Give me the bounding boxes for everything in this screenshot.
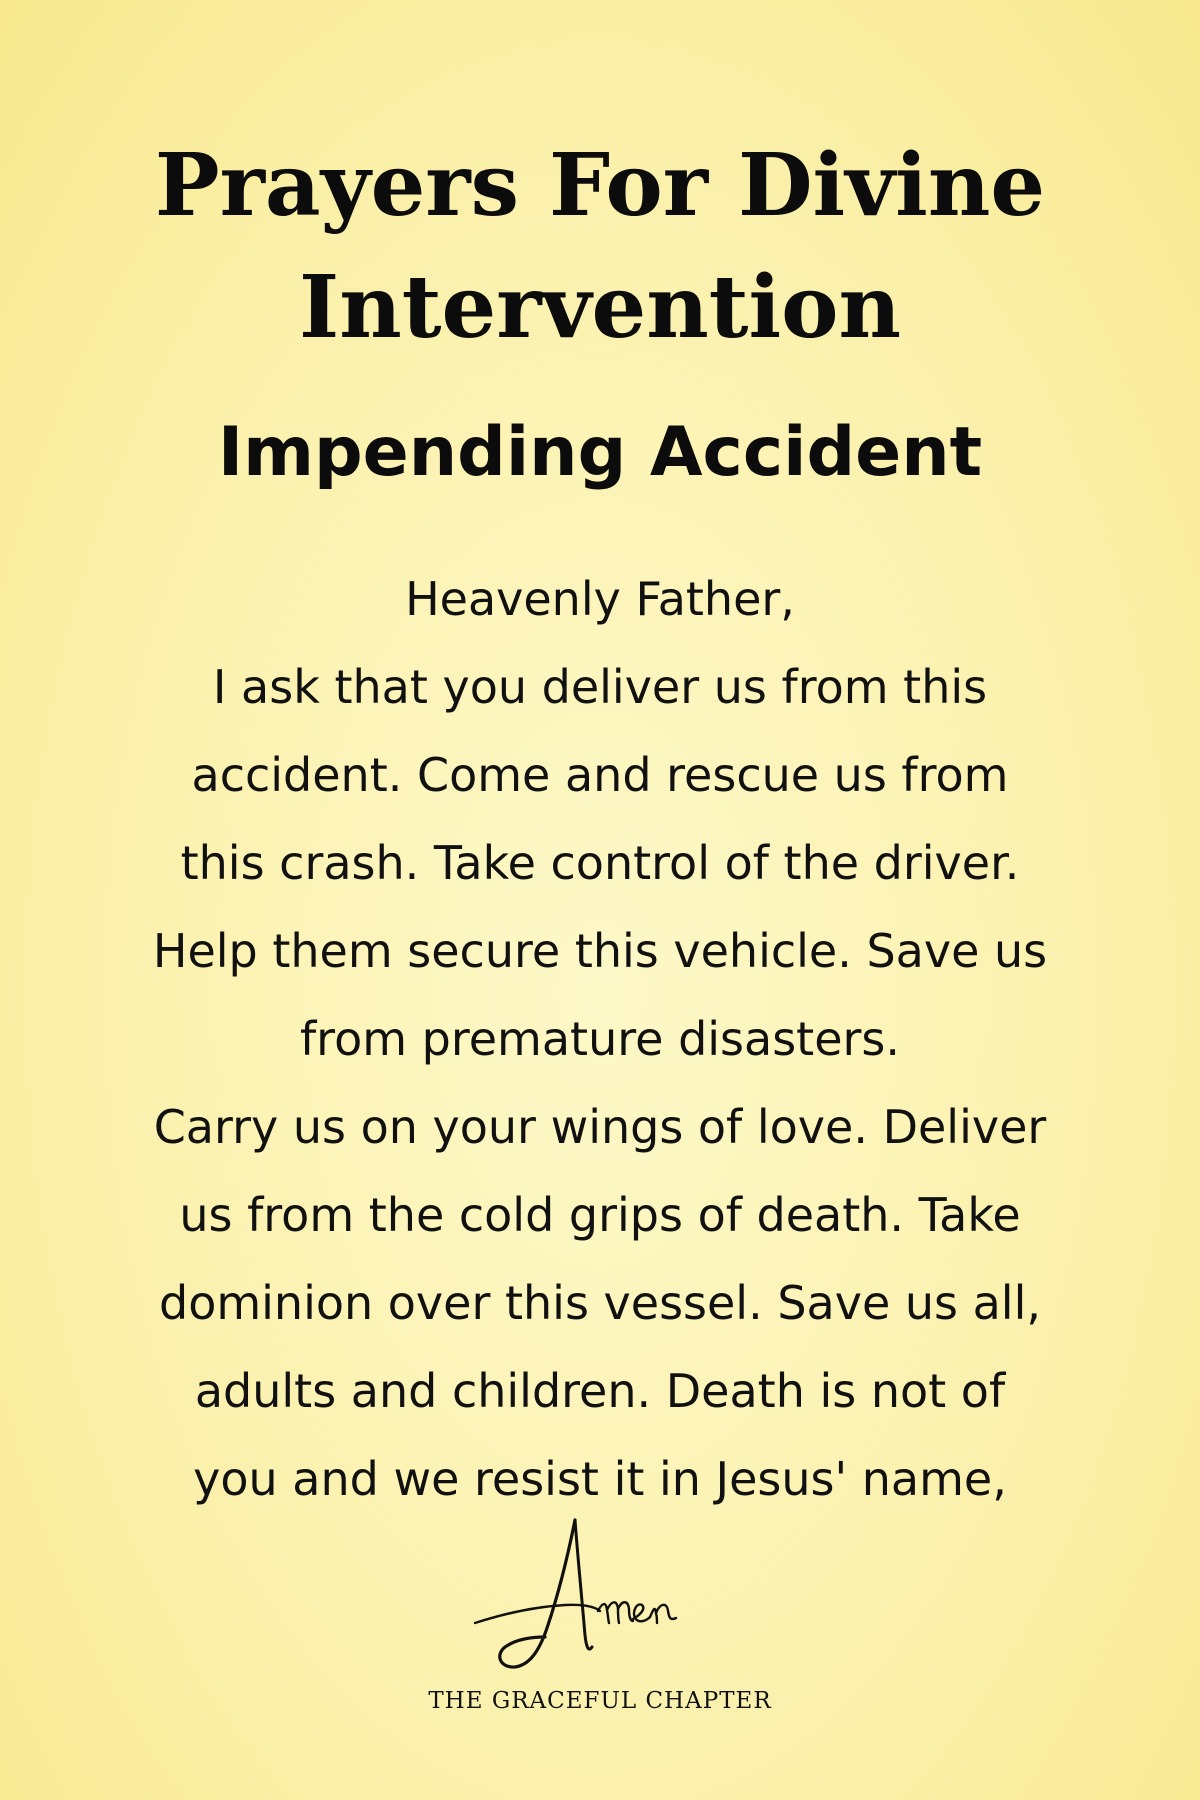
title-line-2: Intervention — [299, 257, 901, 358]
page-subtitle: Impending Accident — [217, 413, 983, 492]
page-title — [0, 125, 1200, 369]
prayer-text — [60, 555, 1140, 1523]
prayer-line: us from the cold grips of death. Take — [179, 1188, 1021, 1242]
prayer-line: you and we resist it in Jesus' name, — [193, 1452, 1007, 1506]
prayer-line: dominion over this vessel. Save us all, — [159, 1276, 1041, 1330]
prayer-line: from premature disasters. — [299, 1012, 901, 1066]
brand-footer: THE GRACEFUL CHAPTER — [428, 1688, 772, 1714]
prayer-line: Help them secure this vehicle. Save us — [152, 924, 1048, 978]
prayer-line: adults and children. Death is not of — [194, 1364, 1006, 1418]
prayer-line: Heavenly Father, — [405, 572, 795, 626]
prayer-line: accident. Come and rescue us from — [191, 748, 1009, 802]
prayer-line: Carry us on your wings of love. Deliver — [153, 1100, 1047, 1154]
prayer-line: I ask that you deliver us from this — [212, 660, 988, 714]
title-line-1: Prayers For Divine — [154, 135, 1046, 236]
amen-signature — [470, 1515, 730, 1675]
prayer-line: this crash. Take control of the driver. — [180, 836, 1020, 890]
